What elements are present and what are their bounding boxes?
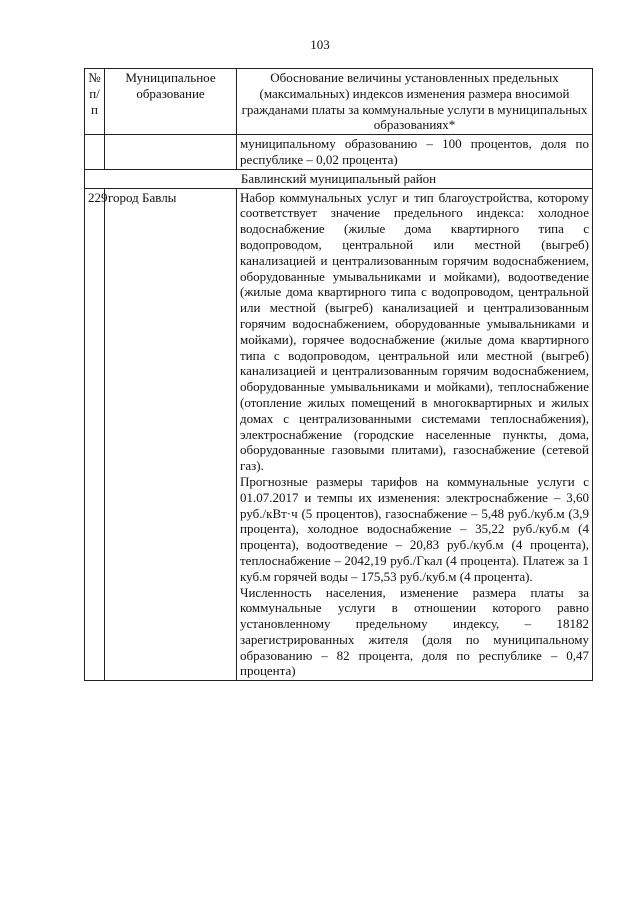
district-row: [85, 169, 593, 188]
justification-paragraph: Численность населения, изменение размера платы за коммунальные услуги в отношении которого равно установленному предельному индексу, – 18182 зарегистрированных жителя (доля по муниципальному образованию – 82 процента, доля по республике – 0,47 процента): [240, 584, 589, 679]
tariff-table: [84, 68, 593, 681]
header-number: № п/п: [85, 69, 105, 135]
table-header-row: [85, 69, 593, 135]
row-number: 229: [85, 188, 105, 681]
justification-paragraph: Прогнозные размеры тарифов на коммунальные услуги с 01.07.2017 и темпы их изменения: электроснабжение – 3,60 руб./кВт·ч (5 процентов), газоснабжение – 5,48 руб./куб.м (3,9 процента), холодное водоснабжение – 35,22 руб./куб.м (4 процента), водоотведение – 20,83 руб./куб.м (4 процента), теплоснабжение – 2042,19 руб./Гкал (4 процента). Платеж за 1 куб.м горячей воды – 175,53 руб./куб.м (4 процента).: [240, 473, 589, 584]
page-number: 103: [310, 37, 330, 52]
continuation-text: муниципальному образованию – 100 процентов, доля по республике – 0,02 процента): [237, 135, 593, 170]
table-row: [85, 188, 593, 681]
header-municipality: Муниципальное образование: [105, 69, 237, 135]
continuation-row: [85, 135, 593, 170]
district-name: Бавлинский муниципальный район: [85, 169, 593, 188]
row-municipality: город Бавлы: [105, 188, 237, 681]
justification-paragraph: Набор коммунальных услуг и тип благоустройства, которому соответствует значение предельного индекса: холодное водоснабжение (жилые дома квартирного типа с водопроводом, центральной или местной (выгреб) канализацией и централизованным горячим водоснабжением, оборудованные умывальниками и мойками), водоотведение (жилые дома квартирного типа с водопроводом, центральной или местной (выгреб) канализацией и централизованным горячим водоснабжением, оборудованные умывальниками и мойками), горячее водоснабжение (жилые дома квартирного типа с водопроводом, центральной или местной (выгреб) канализацией и централизованным горячим водоснабжением, оборудованные умывальниками и мойками), теплоснабжение (отопление жилых помещений в многоквартирных и жилых домах с централизованными системами теплоснабжения), электроснабжение (городские населенные пункты, дома, оборудованные газовыми плитами), газоснабжение (сетевой газ).: [240, 189, 589, 474]
continuation-empty-num: [85, 135, 105, 170]
header-justification: Обоснование величины установленных предельных (максимальных) индексов изменения размера вносимой гражданами платы за коммунальные услуги в муниципальных образованиях*: [237, 69, 593, 135]
row-justification: [237, 188, 593, 681]
continuation-empty-municipality: [105, 135, 237, 170]
